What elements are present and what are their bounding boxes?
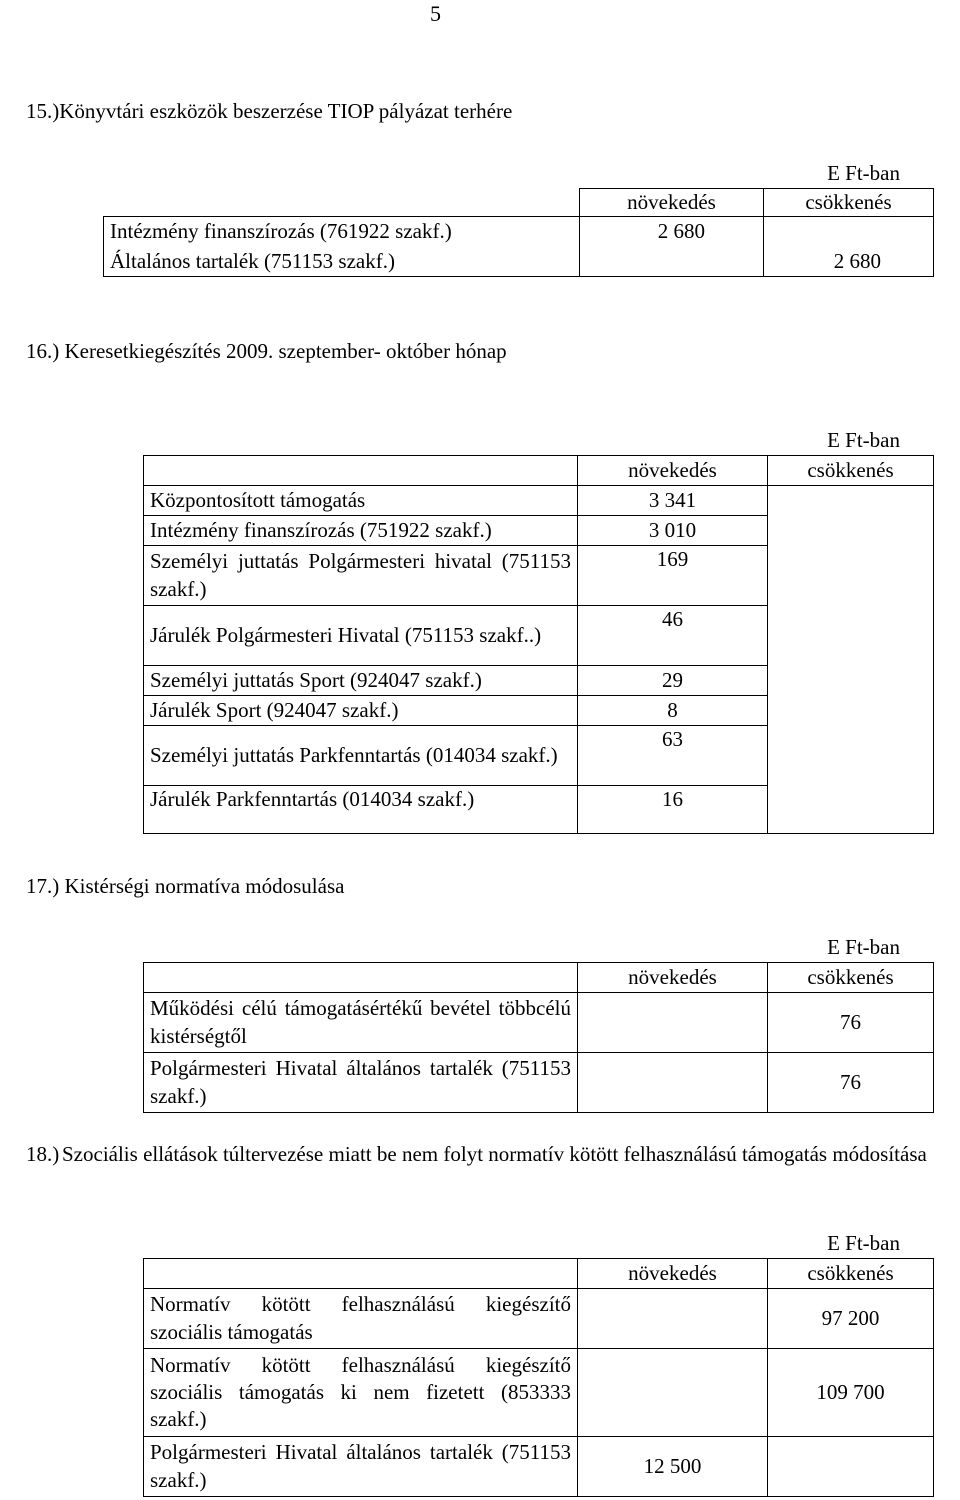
row-increase: 12 500 xyxy=(578,1437,768,1497)
table-row xyxy=(144,1053,934,1113)
header-blank xyxy=(144,1259,578,1289)
row-increase xyxy=(578,1349,768,1437)
section-18-title xyxy=(26,1141,960,1168)
section-17-unit: E Ft-ban xyxy=(827,935,900,959)
table-row xyxy=(144,1289,934,1349)
row-decrease xyxy=(768,1437,934,1497)
section-15-table xyxy=(103,188,934,277)
row-increase: 46 xyxy=(578,606,768,666)
row-label: Személyi juttatás Polgármesteri hivatal (751153 szakf.) xyxy=(144,546,578,606)
row-label: Polgármesteri Hivatal általános tartalék (751153 szakf.) xyxy=(144,1437,578,1497)
header-blank xyxy=(104,189,580,217)
row-label: Személyi juttatás Parkfenntartás (014034 szakf.) xyxy=(144,726,578,786)
row-increase: 16 xyxy=(578,786,768,834)
row-label: Személyi juttatás Sport (924047 szakf.) xyxy=(144,666,578,696)
row-increase: 8 xyxy=(578,696,768,726)
table-row xyxy=(144,1437,934,1497)
row-label: Intézmény finanszírozás (751922 szakf.) xyxy=(144,516,578,546)
table-row xyxy=(104,247,934,277)
header-decrease: csökkenés xyxy=(768,963,934,993)
table-row xyxy=(104,217,934,247)
header-decrease: csökkenés xyxy=(768,456,934,486)
row-increase xyxy=(578,1053,768,1113)
row-increase: 63 xyxy=(578,726,768,786)
section-18-number: 18.) xyxy=(26,1142,60,1166)
row-label: Működési célú támogatásértékű bevétel többcélú kistérségtől xyxy=(144,993,578,1053)
section-18-text: Szociális ellátások túltervezése miatt be nem folyt normatív kötött felhasználású támogatás módosítása xyxy=(62,1142,927,1166)
header-blank xyxy=(144,456,578,486)
row-decrease xyxy=(764,217,934,247)
section-15-title: 15.)Könyvtári eszközök beszerzése TIOP pályázat terhére xyxy=(26,99,513,123)
row-label: Járulék Polgármesteri Hivatal (751153 szakf..) xyxy=(144,606,578,666)
row-increase: 3 341 xyxy=(578,486,768,516)
row-increase xyxy=(578,1289,768,1349)
section-18-table xyxy=(143,1258,934,1497)
row-increase: 2 680 xyxy=(580,217,764,247)
row-decrease: 2 680 xyxy=(764,247,934,277)
row-increase: 3 010 xyxy=(578,516,768,546)
row-decrease: 76 xyxy=(768,1053,934,1113)
section-18-unit: E Ft-ban xyxy=(827,1231,900,1255)
row-label: Intézmény finanszírozás (761922 szakf.) xyxy=(104,217,580,247)
section-15-unit: E Ft-ban xyxy=(827,161,900,185)
table-row xyxy=(144,486,934,516)
row-decrease: 109 700 xyxy=(768,1349,934,1437)
section-17-table xyxy=(143,962,934,1113)
row-increase: 169 xyxy=(578,546,768,606)
row-label: Normatív kötött felhasználású kiegészítő szociális támogatás xyxy=(144,1289,578,1349)
header-decrease: csökkenés xyxy=(768,1259,934,1289)
row-label: Járulék Sport (924047 szakf.) xyxy=(144,696,578,726)
row-increase: 29 xyxy=(578,666,768,696)
section-16-title: 16.) Keresetkiegészítés 2009. szeptember- október hónap xyxy=(26,339,507,363)
row-decrease: 97 200 xyxy=(768,1289,934,1349)
section-17-title: 17.) Kistérségi normatíva módosulása xyxy=(26,874,345,898)
row-increase xyxy=(578,993,768,1053)
section-16-table xyxy=(143,455,934,834)
section-16-unit: E Ft-ban xyxy=(827,428,900,452)
header-blank xyxy=(144,963,578,993)
header-increase: növekedés xyxy=(578,456,768,486)
row-label: Központosított támogatás xyxy=(144,486,578,516)
row-label: Polgármesteri Hivatal általános tartalék (751153 szakf.) xyxy=(144,1053,578,1113)
table-row xyxy=(144,993,934,1053)
row-label: Általános tartalék (751153 szakf.) xyxy=(104,247,580,277)
header-increase: növekedés xyxy=(578,1259,768,1289)
row-label: Járulék Parkfenntartás (014034 szakf.) xyxy=(144,786,578,834)
row-decrease xyxy=(768,486,934,834)
row-decrease: 76 xyxy=(768,993,934,1053)
table-row xyxy=(144,1349,934,1437)
header-increase: növekedés xyxy=(578,963,768,993)
header-decrease: csökkenés xyxy=(764,189,934,217)
header-increase: növekedés xyxy=(580,189,764,217)
page-number: 5 xyxy=(430,1,441,26)
row-label: Normatív kötött felhasználású kiegészítő szociális támogatás ki nem fizetett (853333 szakf.) xyxy=(144,1349,578,1437)
row-increase xyxy=(580,247,764,277)
